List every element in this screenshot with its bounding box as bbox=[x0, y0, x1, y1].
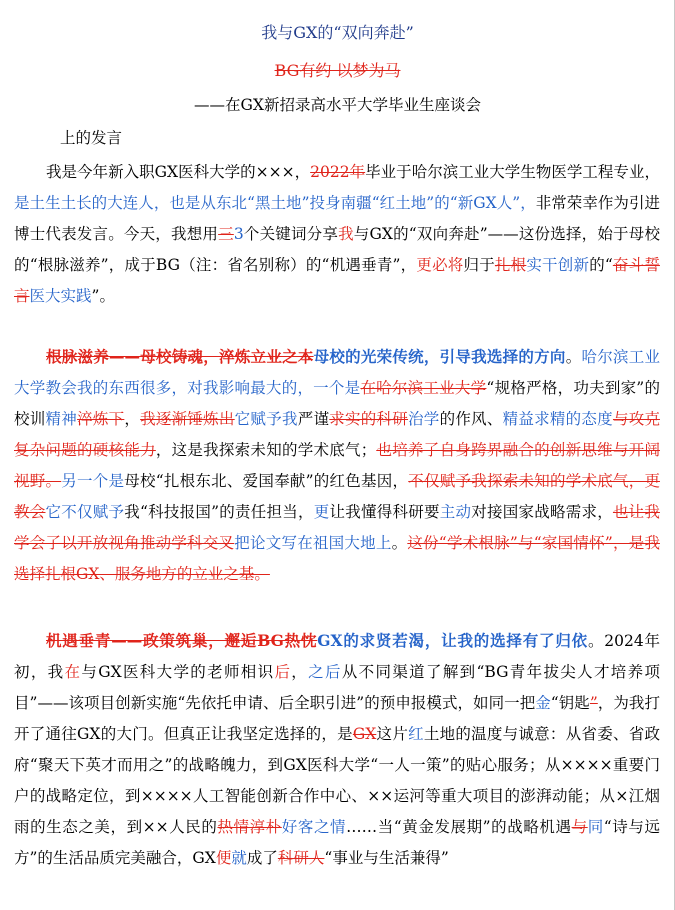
inserted-text: 更必将 bbox=[416, 256, 464, 274]
paragraph-roots bbox=[14, 341, 660, 590]
text-run: 对接国家战略需求， bbox=[471, 503, 613, 521]
text-run: 成了 bbox=[246, 849, 278, 867]
deleted-text: 扎根 bbox=[494, 256, 527, 274]
revised-text: 另一个是 bbox=[61, 472, 125, 490]
revised-text: 实干创新 bbox=[526, 256, 590, 274]
text-run: 让我懂得科研要 bbox=[329, 503, 440, 521]
text-run: 的“ bbox=[589, 256, 613, 274]
deleted-text: 淬炼下 bbox=[77, 410, 125, 428]
document-title: 我与GX的“双向奔赴” bbox=[261, 23, 414, 42]
revised-text: 哈尔滨工业大学教会我的东西很多，对我影响最大的，一个是 bbox=[14, 348, 660, 397]
revised-text: 它不仅赋予 bbox=[45, 503, 125, 521]
text-run: “规格严格，功夫到家”的校训 bbox=[14, 379, 660, 428]
text-run: 土地的温度与诚意：从省委、省政府“聚天下英才而用之”的战略魄力，到GX医科大学“一人一策”的贴心服务；从××××重要门户的战略定位，到××××人工智能创新合作中心、××运河等重大项目的澎湃动能；从×江烟雨的生态之美，到××人民的 bbox=[14, 725, 660, 836]
revised-text: 同 bbox=[587, 818, 604, 836]
text-run: 严谨 bbox=[297, 410, 330, 428]
revised-text: 就 bbox=[231, 849, 247, 867]
inserted-text: 我 bbox=[338, 225, 354, 243]
revised-text: 3 bbox=[233, 225, 244, 243]
revised-text: 把论文写在祖国大地上 bbox=[234, 534, 392, 552]
deleted-text: 我逐渐锤炼出 bbox=[140, 410, 235, 428]
deleted-text: 求实的科研 bbox=[329, 410, 409, 428]
revised-text: 是土生土长的大连人，也是从东北“黑土地”投身南疆“红土地”的“新GX人”， bbox=[14, 194, 536, 212]
paragraph-opportunity bbox=[14, 625, 660, 874]
revised-heading: GX的求贤若渴，让我的选择有了归依 bbox=[317, 631, 588, 650]
text-run: ，这是我探索未知的学术底气； bbox=[155, 441, 377, 459]
text-run: 个关键词分享 bbox=[243, 225, 339, 243]
deleted-text: 热情淳朴 bbox=[217, 818, 282, 836]
deleted-text: 不仅赋予我探索未知的学术底气，更教会 bbox=[14, 472, 660, 521]
text-run: ， bbox=[291, 663, 309, 681]
text-run: 与GX医科大学的老师相识 bbox=[81, 663, 275, 681]
subtitle: ——在GX新招录高水平大学毕业生座谈会 bbox=[194, 96, 481, 114]
inserted-text: 在 bbox=[64, 663, 82, 681]
text-run: 归于 bbox=[463, 256, 495, 274]
deleted-text: 也培养了自身跨界融合的创新思维与开阔视野。 bbox=[14, 441, 660, 490]
text-run: ……当“黄金发展期”的战略机遇 bbox=[346, 818, 572, 836]
text-run: 与GX的“双向奔赴”——这份选择，始于母校的“根脉滋养”，成于BG（注：省名别称）的“机遇垂青”， bbox=[14, 225, 660, 274]
revised-heading: 母校的光荣传统，引导我选择的方向 bbox=[313, 347, 566, 366]
deleted-subtitle: BG有约 以梦为马 bbox=[274, 61, 401, 80]
revised-text: 精益求精的态度 bbox=[502, 410, 613, 428]
text-run: 非常荣幸作为引进博士代表发言。今天，我想用 bbox=[14, 194, 660, 243]
deleted-text: 奋斗誓言 bbox=[14, 256, 660, 305]
text-run: 。2024年初，我 bbox=[14, 632, 660, 681]
revised-text: 医大实践 bbox=[29, 287, 92, 305]
text-run: “事业与生活兼得” bbox=[324, 849, 449, 867]
revised-text: 治学 bbox=[408, 410, 440, 428]
deleted-text: 科研人 bbox=[277, 849, 325, 867]
inserted-text: 便 bbox=[215, 849, 232, 867]
text-run: “钥匙 bbox=[550, 694, 590, 712]
deleted-heading: 机遇垂青——政策筑巢，邂逅BG热忱 bbox=[46, 631, 318, 650]
deleted-text: 与 bbox=[571, 818, 588, 836]
text-run: 毕业于哈尔滨工业大学生物医学工程专业， bbox=[365, 163, 660, 181]
deleted-text: 在哈尔滨工业大学 bbox=[360, 379, 487, 397]
text-run: 。 bbox=[565, 348, 582, 366]
revised-text: 它赋予我 bbox=[234, 410, 298, 428]
inserted-text: 后 bbox=[274, 663, 292, 681]
revised-text: 精神 bbox=[45, 410, 78, 428]
deleted-text: 也让我学会了以开放视角推动学科交叉 bbox=[14, 503, 660, 552]
revised-text: 好客之情 bbox=[281, 818, 347, 836]
revised-text: 红 bbox=[408, 725, 424, 743]
revised-text: 金 bbox=[535, 694, 551, 712]
subtitle-continuation: 上的发言 bbox=[60, 129, 123, 147]
revised-text: 之后 bbox=[308, 663, 342, 681]
revised-text: 主动 bbox=[439, 503, 472, 521]
deleted-text: 与攻克复杂问题的硬核能力 bbox=[14, 410, 660, 459]
text-run: “诗与远方”的生活品质完美融合，GX bbox=[14, 818, 660, 867]
paragraph-intro bbox=[14, 157, 660, 312]
text-run: ”。 bbox=[91, 287, 115, 305]
text-run: 。 bbox=[391, 534, 408, 552]
deleted-text: 三 bbox=[218, 225, 234, 243]
deleted-text: GX bbox=[352, 725, 377, 743]
text-run: 这片 bbox=[376, 725, 409, 743]
deleted-text: 这份“学术根脉”与“家国情怀”，是我选择扎根GX、服务地方的立业之基。 bbox=[14, 534, 660, 583]
deleted-text: 2022年 bbox=[310, 163, 366, 181]
revised-text: 更 bbox=[313, 503, 330, 521]
deleted-heading: 根脉滋养——母校铸魂，淬炼立业之本 bbox=[46, 347, 314, 366]
text-run: 我是今年新入职GX医科大学的×××， bbox=[46, 163, 311, 181]
text-run: 的作风、 bbox=[439, 410, 503, 428]
text-run: 从不同渠道了解到“BG青年拔尖人才培养项目”——该项目创新实施“先依托申请、后全职引进”的预申报模式，如同一把 bbox=[14, 663, 660, 712]
text-run: 母校“扎根东北、爱国奉献”的红色基因， bbox=[124, 472, 409, 490]
deleted-text: ” bbox=[589, 694, 598, 712]
text-run: 我“科技报国”的责任担当， bbox=[124, 503, 314, 521]
text-run: ， bbox=[124, 410, 141, 428]
text-run: ，为我打开了通往GX的大门。但真正让我坚定选择的，是 bbox=[14, 694, 660, 743]
